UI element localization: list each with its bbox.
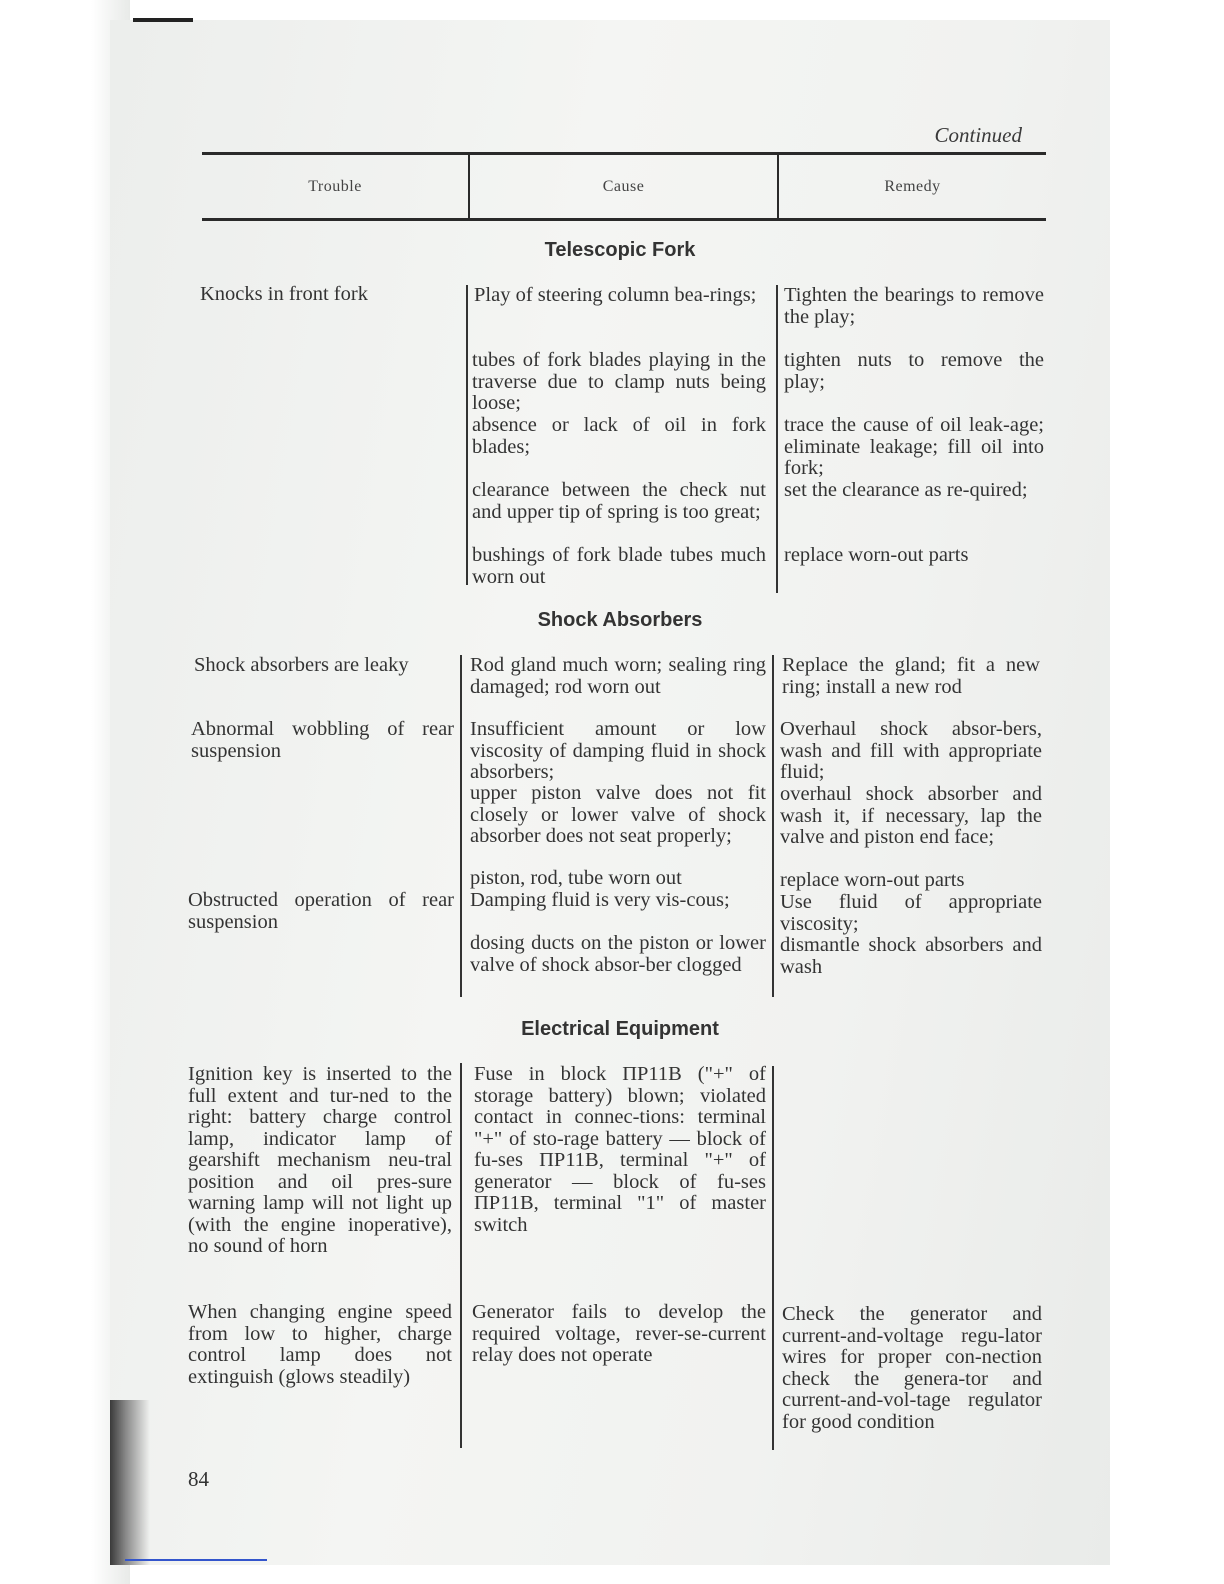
shock-remedy-5: Use fluid of appropriate viscosity; (780, 891, 1042, 935)
fork-remedy-5: replace worn-out parts (784, 544, 969, 566)
section-title-shock-absorbers: Shock Absorbers (537, 609, 703, 631)
section-title-electrical-equipment: Electrical Equipment (521, 1018, 719, 1040)
header-remedy: Remedy (884, 178, 941, 195)
elec-trouble-2: When changing engine speed from low to higher, charge control lamp does not extinguish (glows steadily) (188, 1301, 452, 1388)
header-cause: Cause (602, 178, 645, 195)
shock-cause-6: dosing ducts on the piston or lower valve of shock absor-ber clogged (470, 932, 766, 976)
header-trouble: Trouble (308, 178, 362, 195)
shock-trouble-2: Abnormal wobbling of rear suspension (191, 718, 454, 762)
fork-divider-2 (776, 285, 778, 593)
scan-mark (133, 18, 193, 22)
fork-remedy-1: Tighten the bearings to remove the play; (784, 284, 1044, 328)
fork-remedy-2: tighten nuts to remove the play; (784, 349, 1044, 393)
shock-cause-2: Insufficient amount or low viscosity of damping fluid in shock absorbers; (470, 718, 766, 783)
page-number: 84 (188, 1467, 209, 1491)
fork-cause-5: bushings of fork blade tubes much worn out (472, 544, 766, 588)
elec-cause-2: Generator fails to develop the required voltage, rever-se-current relay does not operate (472, 1301, 766, 1366)
shock-trouble-3: Obstructed operation of rear suspension (188, 889, 454, 933)
fork-cause-1: Play of steering column bea-rings; (474, 284, 757, 306)
section-title-telescopic-fork: Telescopic Fork (544, 239, 696, 261)
elec-divider-2 (772, 1066, 774, 1450)
shock-cause-4: piston, rod, tube worn out (470, 867, 682, 889)
fork-trouble-1: Knocks in front fork (200, 283, 368, 305)
shock-cause-3: upper piston valve does not fit closely or lower valve of shock absorber does not seat properly; (470, 782, 766, 847)
fork-divider-1 (466, 285, 468, 585)
elec-divider-1 (460, 1063, 462, 1448)
fork-cause-3: absence or lack of oil in fork blades; (472, 414, 766, 458)
shock-remedy-6: dismantle shock absorbers and wash (780, 934, 1042, 978)
shock-trouble-1: Shock absorbers are leaky (194, 654, 409, 676)
elec-remedy-2: Check the generator and current-and-voltage regu-lator wires for proper con-nection check the genera-tor and current-and-vol-tage regulator for good condition (782, 1303, 1042, 1433)
elec-cause-1: Fuse in block ПР11В ("+" of storage battery) blown; violated contact in connec-tions: terminal "+" of sto-rage battery — block of fu-ses ПР11В, terminal "+" of generator — block of fu-ses ПР11В, terminal "1" of master switch (474, 1063, 766, 1236)
shock-remedy-3: overhaul shock absorber and wash it, if necessary, lap the valve and piston end face; (780, 783, 1042, 848)
elec-trouble-1: Ignition key is inserted to the full extent and tur-ned to the right: battery charge control lamp, indicator lamp of gearshift mechanism neu-tral position and oil pres-sure warning lamp will not light up (with the engine inoperative), no sound of horn (188, 1063, 452, 1257)
fork-cause-4: clearance between the check nut and upper tip of spring is too great; (472, 479, 766, 523)
continued-label: Continued (934, 123, 1022, 147)
shock-cause-1: Rod gland much worn; sealing ring damaged; rod worn out (470, 654, 766, 698)
header-bottom-rule (202, 218, 1046, 221)
page-shadow (110, 1400, 150, 1565)
fork-cause-2: tubes of fork blades playing in the traverse due to clamp nuts being loose; (472, 349, 766, 414)
shock-divider-2 (772, 655, 774, 997)
header-top-rule (202, 152, 1046, 155)
shock-remedy-4: replace worn-out parts (780, 869, 965, 891)
fork-remedy-3: trace the cause of oil leak-age; eliminate leakage; fill oil into fork; (784, 414, 1044, 479)
shock-divider-1 (460, 655, 462, 997)
bottom-underline (125, 1559, 267, 1561)
shock-remedy-2: Overhaul shock absor-bers, wash and fill with appropriate fluid; (780, 718, 1042, 783)
fork-remedy-4: set the clearance as re-quired; (784, 479, 1028, 501)
shock-remedy-1: Replace the gland; fit a new ring; install a new rod (782, 654, 1040, 698)
shock-cause-5: Damping fluid is very vis-cous; (470, 889, 730, 911)
